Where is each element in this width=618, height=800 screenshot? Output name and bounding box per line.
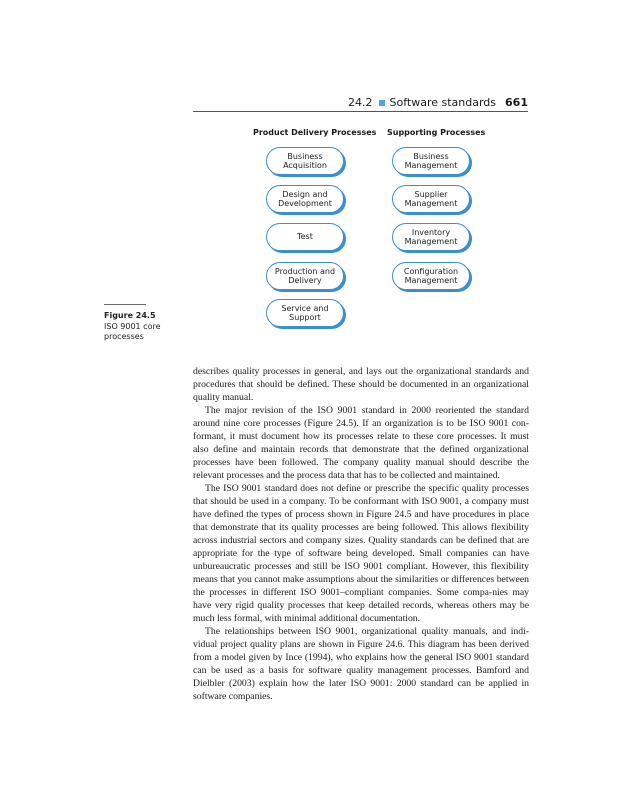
- process-box: Business Management: [392, 147, 470, 175]
- body-text: [193, 365, 529, 703]
- header-rule: [193, 111, 528, 112]
- caption-rule: [104, 304, 146, 305]
- paragraph: describes quality processes in general, and lays out the organizational standards and procedures that should be defined. These should be documented in an organizational quality manual.: [193, 366, 529, 403]
- square-bullet-icon: [379, 100, 385, 106]
- product-delivery-heading: Product Delivery Processes: [253, 128, 377, 137]
- section-title: Software standards: [389, 96, 497, 109]
- process-box: Service and Support: [266, 299, 344, 327]
- paragraph: The ISO 9001 standard does not define or prescribe the specific quality processes that should be used in a company. To be conformant with ISO 9001, a company must have defined the types of process shown in Figure 24.5 and have procedures in place that demonstrate that its quality processes are being followed. This allows flexibility across industrial sectors and company sizes. Quality standards can be defined that are appropriate for the type of software being developed. Small companies can have unbureaucratic processes and still be ISO 9001 compliant. However, this flexibility means that you cannot make assumptions about the similarities or differences between the processes in different ISO 9001–compliant companies. Some compa-nies may have very rigid quality processes that keep detailed records, whereas others may be much less formal, with minimal additional documentation.: [193, 483, 529, 624]
- process-box: Supplier Management: [392, 185, 470, 213]
- process-box: Design and Development: [266, 185, 344, 213]
- running-header: [0, 95, 528, 111]
- process-box: Configuration Management: [392, 262, 470, 290]
- process-box: Business Acquisition: [266, 147, 344, 175]
- section-number: 24.2: [348, 96, 373, 109]
- figure-label: Figure 24.5: [104, 311, 156, 320]
- page-number: 661: [505, 96, 528, 109]
- process-box: Production and Delivery: [266, 262, 344, 290]
- supporting-heading: Supporting Processes: [387, 128, 486, 137]
- process-box: Inventory Management: [392, 223, 470, 251]
- paragraph: The relationships between ISO 9001, organizational quality manuals, and indi-vidual project quality plans are shown in Figure 24.6. This diagram has been derived from a model given by Ince (1994), who explains how the general ISO 9001 standard can be used as a basis for software quality management processes. Bamford and Dielbler (2003) explain how the later ISO 9001: 2000 standard can be applied in software companies.: [193, 626, 529, 702]
- figure-title: ISO 9001 core processes: [104, 321, 161, 341]
- paragraph: The major revision of the ISO 9001 standard in 2000 reoriented the standard around nine core processes (Figure 24.5). If an organization is to be ISO 9001 con-formant, it must document how its processes relate to these core processes. It must also define and maintain records that demonstrate that the defined organizational processes have been followed. The company quality manual should describe the relevant processes and the process data that has to be collected and maintained.: [193, 405, 529, 481]
- figure-caption: [104, 311, 184, 343]
- process-box: Test: [266, 223, 344, 251]
